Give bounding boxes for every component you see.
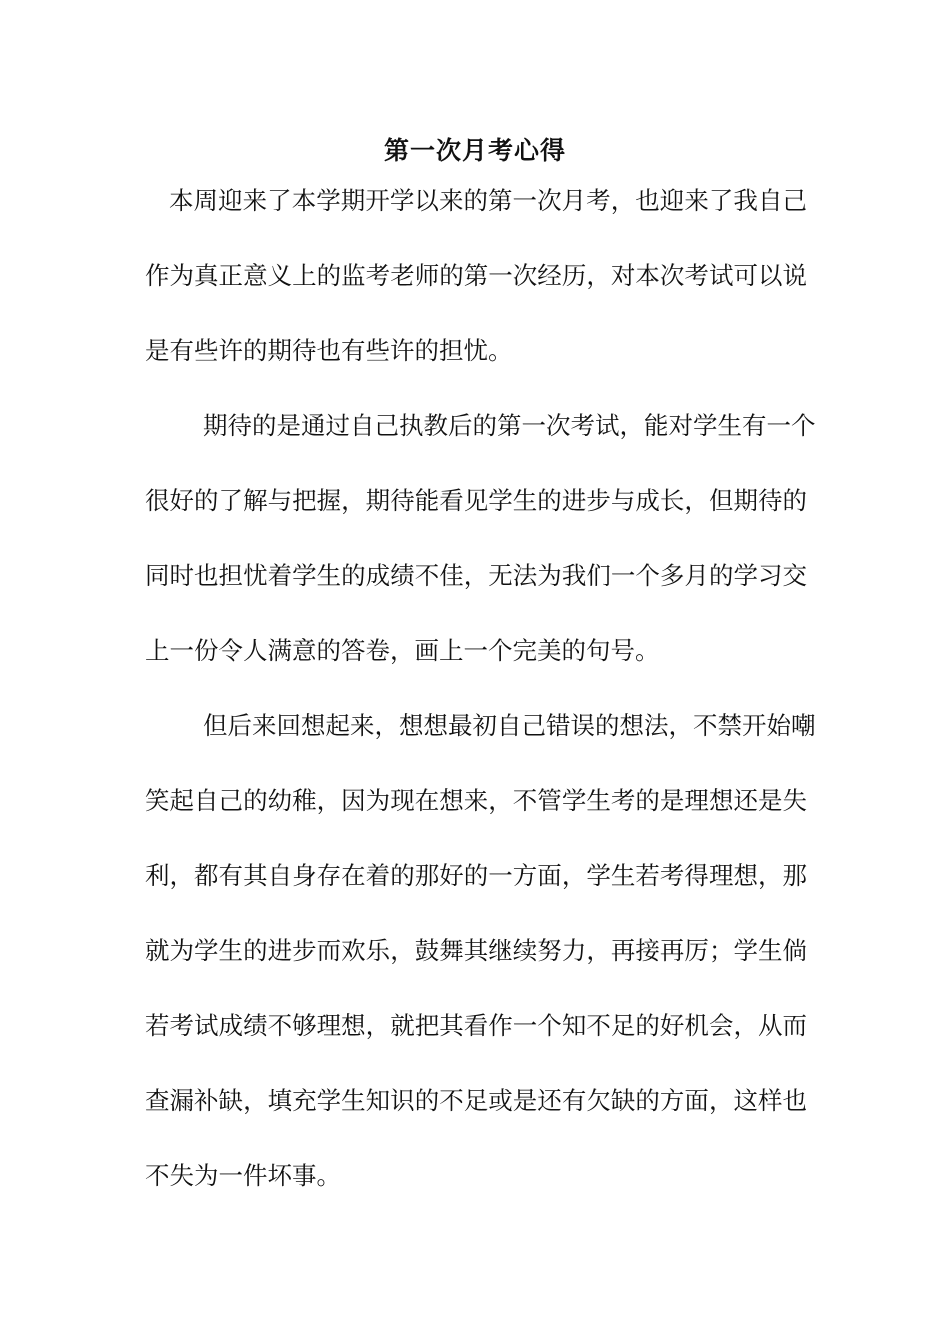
paragraph-3-line-7: 不失为一件坏事。	[145, 1161, 341, 1190]
paragraph-3-line-3: 利，都有其自身存在着的那好的一方面，学生若考得理想，那	[145, 861, 807, 890]
paragraph-3-line-2: 笑起自己的幼稚，因为现在想来，不管学生考的是理想还是失	[145, 786, 807, 815]
paragraph-1-line-2: 作为真正意义上的监考老师的第一次经历，对本次考试可以说	[145, 261, 807, 290]
paragraph-2-line-3: 同时也担忧着学生的成绩不佳，无法为我们一个多月的学习交	[145, 561, 807, 590]
paragraph-1-line-1: 本周迎来了本学期开学以来的第一次月考，也迎来了我自己	[169, 186, 807, 215]
paragraph-2-line-4: 上一份令人满意的答卷，画上一个完美的句号。	[145, 636, 660, 665]
paragraph-3-line-6: 查漏补缺，填充学生知识的不足或是还有欠缺的方面，这样也	[145, 1086, 807, 1115]
paragraph-3-line-4: 就为学生的进步而欢乐，鼓舞其继续努力，再接再厉；学生倘	[145, 936, 807, 965]
paragraph-2-line-2: 很好的了解与把握，期待能看见学生的进步与成长，但期待的	[145, 486, 807, 515]
document-title: 第一次月考心得	[383, 136, 566, 165]
paragraph-2-line-1: 期待的是通过自己执教后的第一次考试，能对学生有一个	[203, 411, 816, 440]
paragraph-1-line-3: 是有些许的期待也有些许的担忧。	[145, 336, 513, 365]
paragraph-3-line-1: 但后来回想起来，想想最初自己错误的想法，不禁开始嘲	[203, 711, 816, 740]
paragraph-3-line-5: 若考试成绩不够理想，就把其看作一个知不足的好机会，从而	[145, 1011, 807, 1040]
